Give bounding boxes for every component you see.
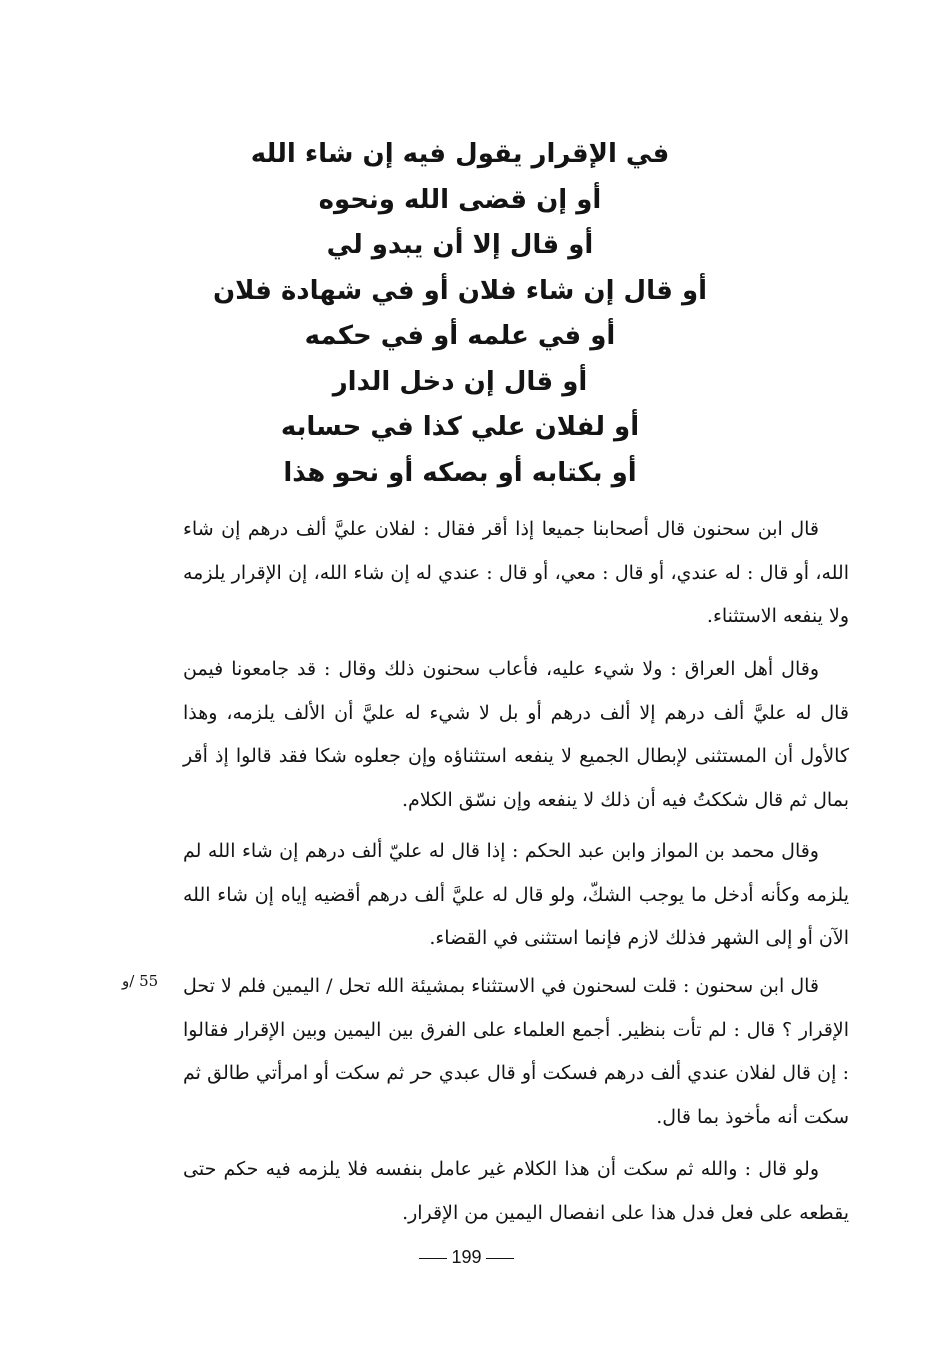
heading-line: في الإقرار يقول فيه إن شاء الله bbox=[250, 139, 670, 169]
paragraph-text: قال ابن سحنون : قلت لسحنون في الاستثناء بمشيئة الله تحل / اليمين فلم لا تحل الإقرار ؟ قال : لم تأت بنظير. أجمع العلماء على الفرق بين اليمين وبين الإقرار فقالوا : إن قال لفلان عندي ألف درهم فسكت أو قال عبدي حر ثم سكت أو امرأتي طالق ثم سكت أنه مأخوذ بما قال. bbox=[183, 975, 850, 1128]
page-number bbox=[0, 1247, 933, 1268]
heading-line: أو إن قضى الله ونحوه bbox=[318, 184, 602, 215]
heading-line: أو قال إن دخل الدار bbox=[332, 366, 588, 397]
paragraph-2 bbox=[183, 648, 849, 822]
paragraph-5 bbox=[183, 1148, 849, 1235]
heading-line: أو بكتابه أو بصكه أو نحو هذا bbox=[283, 457, 637, 488]
heading-line: أو لفلان علي كذا في حسابه bbox=[280, 412, 640, 442]
manuscript-folio-note: 55 /و bbox=[122, 972, 159, 990]
paragraph-text: وقال أهل العراق : ولا شيء عليه، فأعاب سحنون ذلك وقال : قد جامعونا فيمن قال له عليَّ ألف درهم إلا ألف درهم أو بل لا شيء له عليَّ أن الألف يلزمه، وهذا كالأول أن المستثنى لإبطال الجميع لا ينفعه استثناؤه وإن جعلوه شكا فقد قالوا إذ أقر بمال ثم قال شككتُ فيه أن ذلك لا ينفعه وإن نسّق الكلام. bbox=[183, 658, 849, 811]
heading-line: أو قال إلا أن يبدو لي bbox=[326, 230, 594, 260]
paragraph-3 bbox=[183, 830, 849, 961]
page-number-dash bbox=[486, 1258, 514, 1259]
paragraph-text: قال ابن سحنون قال أصحابنا جميعا إذا أقر فقال : لفلان عليَّ ألف درهم إن شاء الله، أو قال : له عندي، أو قال : معي، أو قال : عندي له إن شاء الله، إن الإقرار يلزمه ولا ينفعه الاستثناء. bbox=[183, 518, 849, 627]
paragraph-4 bbox=[183, 965, 849, 1139]
heading-line: أو في علمه أو في حكمه bbox=[304, 321, 616, 351]
chapter-heading bbox=[180, 132, 740, 496]
paragraph-text: ولو قال : والله ثم سكت أن هذا الكلام غير عامل بنفسه فلا يلزمه فيه حكم حتى يقطعه على فعل فدل هذا على انفصال اليمين من الإقرار. bbox=[183, 1158, 849, 1224]
page-number-value: 199 bbox=[451, 1247, 482, 1267]
heading-line: أو قال إن شاء فلان أو في شهادة فلان bbox=[212, 275, 708, 306]
paragraph-text: وقال محمد بن المواز وابن عبد الحكم : إذا قال له عليّ ألف درهم إن شاء الله لم يلزمه وكأنه أدخل ما يوجب الشكّ، ولو قال له عليَّ ألف درهم أقضيه إياه إن شاء الله الآن أو إلى الشهر فذلك لازم فإنما استثنى في القضاء. bbox=[183, 840, 849, 949]
paragraph-1 bbox=[183, 508, 849, 639]
page-number-dash bbox=[419, 1258, 447, 1259]
